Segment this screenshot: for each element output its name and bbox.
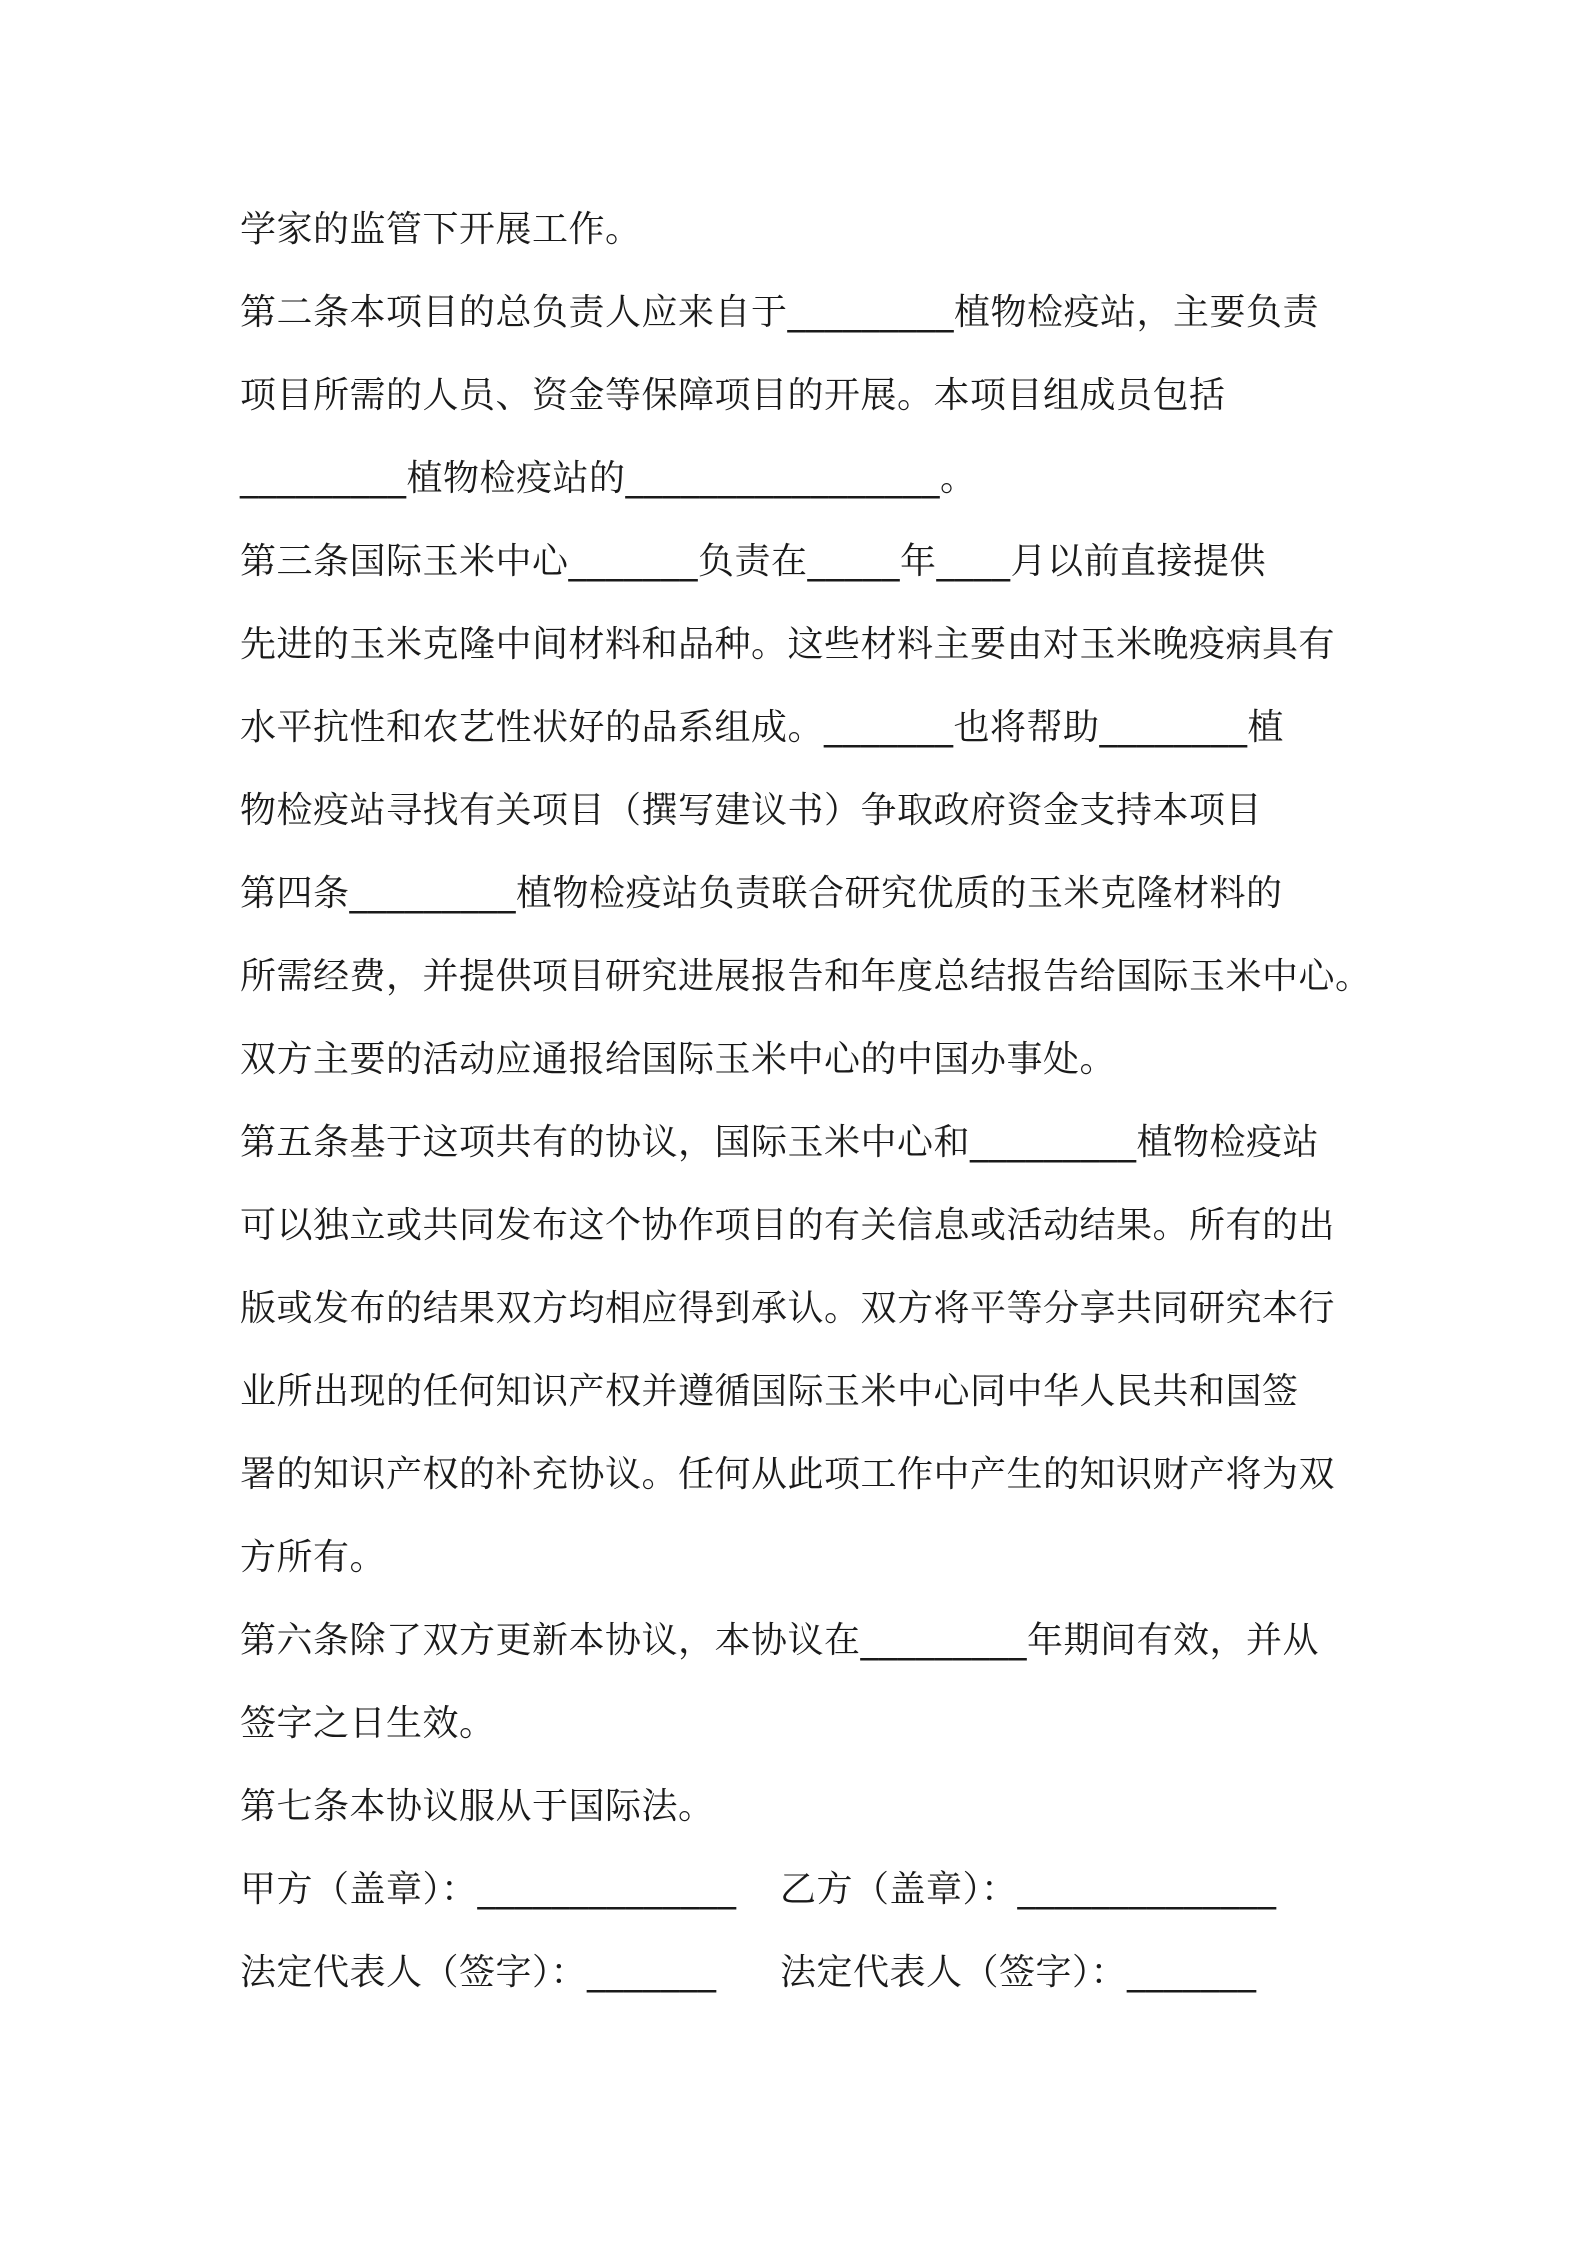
document-body [240,188,1370,2014]
text-line: 物检疫站寻找有关项目（撰写建议书）争取政府资金支持本项目 [240,790,1263,831]
representative-signature-row [240,1931,1370,2014]
text-line: 所需经费，并提供项目研究进展报告和年度总结报告给国际玉米中心。 [240,956,1372,997]
text-line: 第六条除了双方更新本协议，本协议在_________年期间有效，并从 [240,1620,1320,1661]
text-line: 可以独立或共同发布这个协作项目的有关信息或活动结果。所有的出 [240,1205,1336,1246]
text-line: 水平抗性和农艺性状好的品系组成。_______也将帮助________植 [240,707,1285,748]
party-b-seal: 乙方（盖章）：______________ [780,1869,1277,1910]
text-line: 先进的玉米克隆中间材料和品种。这些材料主要由对玉米晚疫病具有 [240,624,1336,665]
text-line: 第四条_________植物检疫站负责联合研究优质的玉米克隆材料的 [240,873,1283,914]
text-line: 方所有。 [240,1537,387,1578]
text-line: _________植物检疫站的_________________。 [240,458,977,499]
text-line: 第三条国际玉米中心_______负责在_____年____月以前直接提供 [240,541,1267,582]
party-b-representative: 法定代表人（签字）：_______ [780,1952,1257,1993]
text-line: 项目所需的人员、资金等保障项目的开展。本项目组成员包括 [240,375,1226,416]
text-line: 双方主要的活动应通报给国际玉米中心的中国办事处。 [240,1039,1117,1080]
seal-signature-row [240,1848,1370,1931]
party-a-representative: 法定代表人（签字）：_______ [240,1952,717,1993]
text-line: 版或发布的结果双方均相应得到承认。双方将平等分享共同研究本行 [240,1288,1336,1329]
text-line: 署的知识产权的补充协议。任何从此项工作中产生的知识财产将为双 [240,1454,1336,1495]
text-line: 业所出现的任何知识产权并遵循国际玉米中心同中华人民共和国签 [240,1371,1299,1412]
party-a-seal: 甲方（盖章）：______________ [240,1869,737,1910]
text-line: 学家的监管下开展工作。 [240,209,642,250]
text-line: 第七条本协议服从于国际法。 [240,1786,715,1827]
text-line: 第二条本项目的总负责人应来自于_________植物检疫站，主要负责 [240,292,1320,333]
text-line: 签字之日生效。 [240,1703,496,1744]
text-line: 第五条基于这项共有的协议，国际玉米中心和_________植物检疫站 [240,1122,1320,1163]
